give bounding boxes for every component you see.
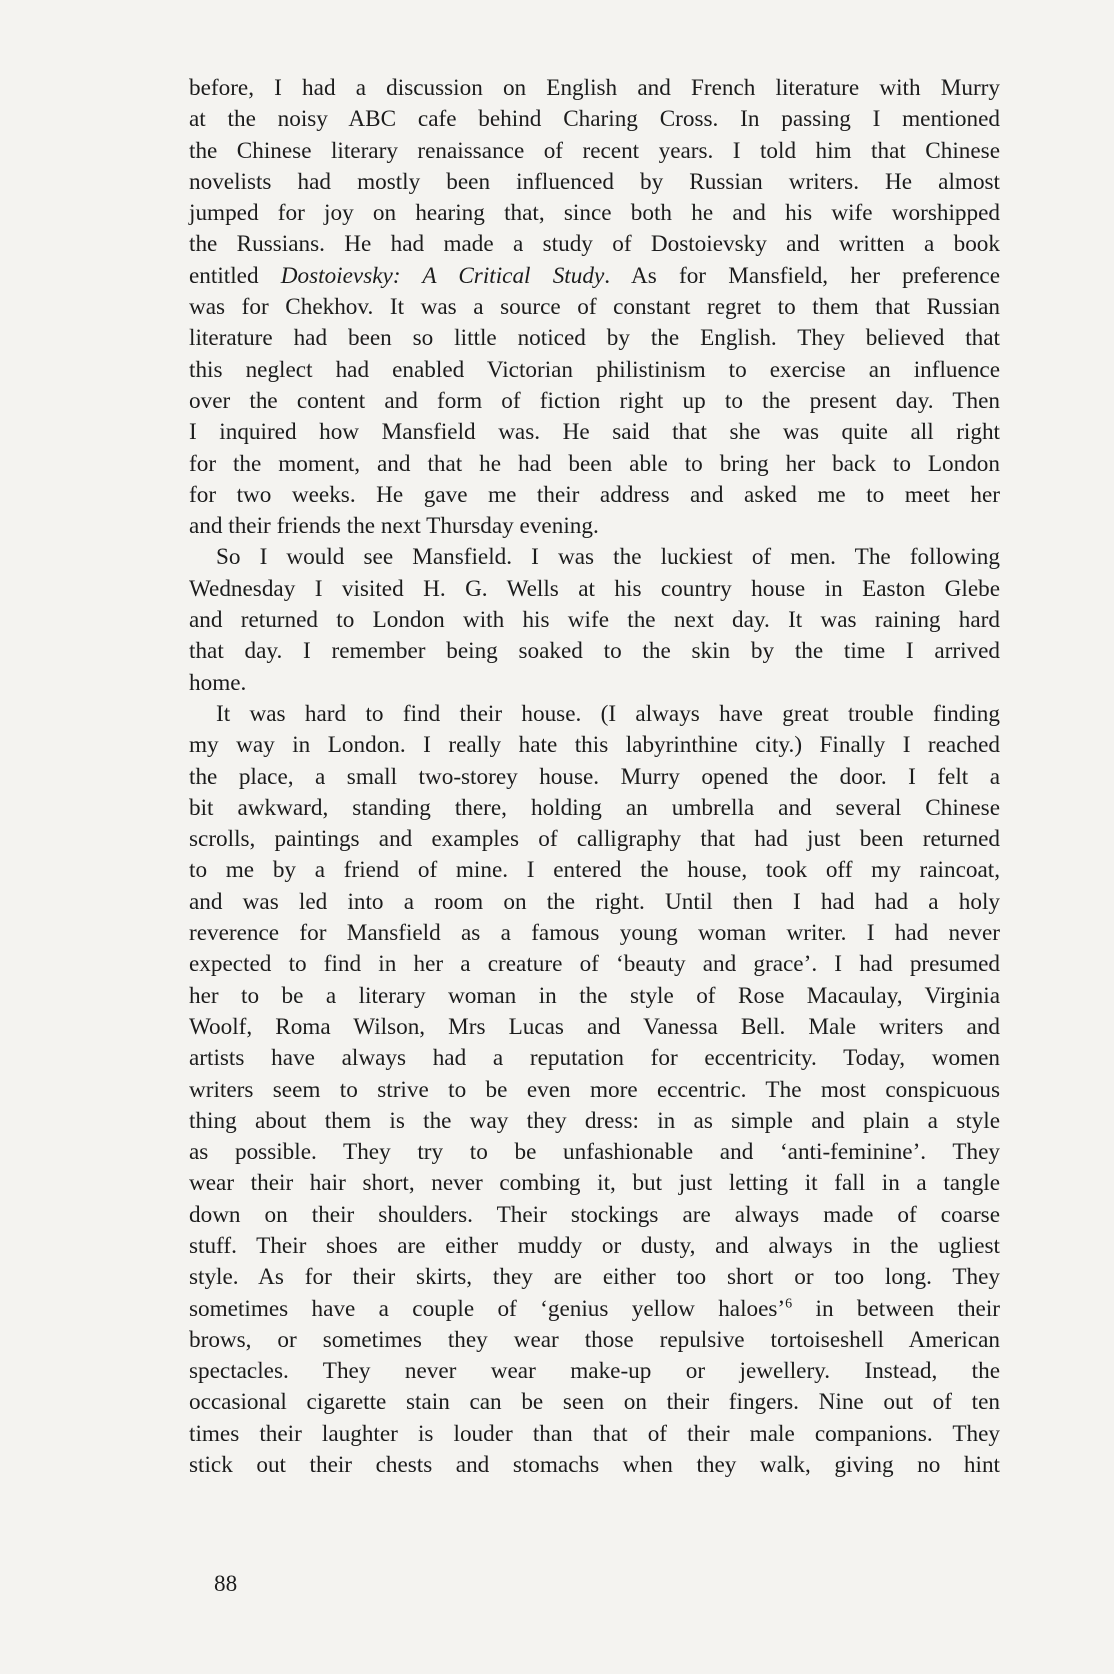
text-line-with-book-title: entitled Dostoievsky: A Critical Study. As for Mansfield, her preference [189,262,1000,289]
text-line: So I would see Mansfield. I was the luckiest of men. The following [216,544,1000,571]
text-line: over the content and form of fiction right up to the present day. Then [189,387,1000,414]
text-line: artists have always had a reputation for eccentricity. Today, women [189,1045,1000,1072]
text-line: jumped for joy on hearing that, since both he and his wife worshipped [189,200,1000,227]
text-line: and their friends the next Thursday evening. [189,513,599,540]
paragraph [189,73,1000,542]
text-line: stuff. Their shoes are either muddy or dusty, and always in the ugliest [189,1232,1000,1259]
text-line: my way in London. I really hate this labyrinthine city.) Finally I reached [189,732,1000,759]
text-line: before, I had a discussion on English and French literature with Murry [189,75,1000,101]
text-line: times their laughter is louder than that of their male companions. They [189,1420,1000,1447]
text-line: literature had been so little noticed by the English. They believed that [189,325,1000,352]
text-line: and was led into a room on the right. Until then I had had a holy [189,888,1000,915]
text-line: was for Chekhov. It was a source of constant regret to them that Russian [189,294,1000,321]
text-line: and returned to London with his wife the next day. It was raining hard [189,607,1000,634]
text-line: down on their shoulders. Their stockings are always made of coarse [189,1201,1000,1228]
text-line: scrolls, paintings and examples of calligraphy that had just been returned [189,826,1000,853]
page-number: 88 [214,1571,238,1597]
page-text [189,73,1000,1481]
text-line: writers seem to strive to be even more eccentric. The most conspicuous [189,1076,1000,1103]
text-line: at the noisy ABC cafe behind Charing Cross. In passing I mentioned [189,106,1000,133]
paragraph [189,542,1000,698]
text-line: the place, a small two-storey house. Murry opened the door. I felt a [189,763,1000,790]
text-line: novelists had mostly been influenced by Russian writers. He almost [189,168,1000,195]
paragraph [189,699,1000,1481]
text-line: for two weeks. He gave me their address and asked me to meet her [189,481,1000,508]
text-line: as possible. They try to be unfashionable and ‘anti-feminine’. They [189,1139,1000,1166]
text-line: this neglect had enabled Victorian philistinism to exercise an influence [189,356,1000,383]
text-line: to me by a friend of mine. I entered the house, took off my raincoat, [189,857,1000,884]
text-line: for the moment, and that he had been able to bring her back to London [189,450,1000,477]
text-line: home. [189,669,247,696]
text-line: her to be a literary woman in the style of Rose Macaulay, Virginia [189,982,1000,1009]
text-line: stick out their chests and stomachs when they walk, giving no hint [189,1452,1000,1479]
text-line: expected to find in her a creature of ‘beauty and grace’. I had presumed [189,951,1000,978]
text-line: brows, or sometimes they wear those repulsive tortoiseshell American [189,1326,1000,1353]
text-line: wear their hair short, never combing it, but just letting it fall in a tangle [189,1170,1000,1197]
text-line: bit awkward, standing there, holding an umbrella and several Chinese [189,794,1000,821]
text-line: reverence for Mansfield as a famous young woman writer. I had never [189,920,1000,947]
text-line: Woolf, Roma Wilson, Mrs Lucas and Vanessa Bell. Male writers and [189,1013,1000,1040]
text-line: that day. I remember being soaked to the skin by the time I arrived [189,638,1000,665]
text-line-with-footnote-ref: sometimes have a couple of ‘genius yellow haloes’$^6$ in between their [189,1295,1000,1322]
text-line: I inquired how Mansfield was. He said that she was quite all right [189,419,1000,446]
text-line: occasional cigarette stain can be seen on their fingers. Nine out of ten [189,1389,1000,1416]
text-line: the Chinese literary renaissance of recent years. I told him that Chinese [189,137,1000,164]
text-line: style. As for their skirts, they are either too short or too long. They [189,1264,1000,1291]
text-line: Wednesday I visited H. G. Wells at his country house in Easton Glebe [189,575,1000,602]
text-line: spectacles. They never wear make-up or jewellery. Instead, the [189,1358,1000,1385]
text-line: It was hard to find their house. (I always have great trouble finding [216,700,1000,727]
text-line: the Russians. He had made a study of Dostoievsky and written a book [189,231,1000,258]
text-line: thing about them is the way they dress: in as simple and plain a style [189,1107,1000,1134]
